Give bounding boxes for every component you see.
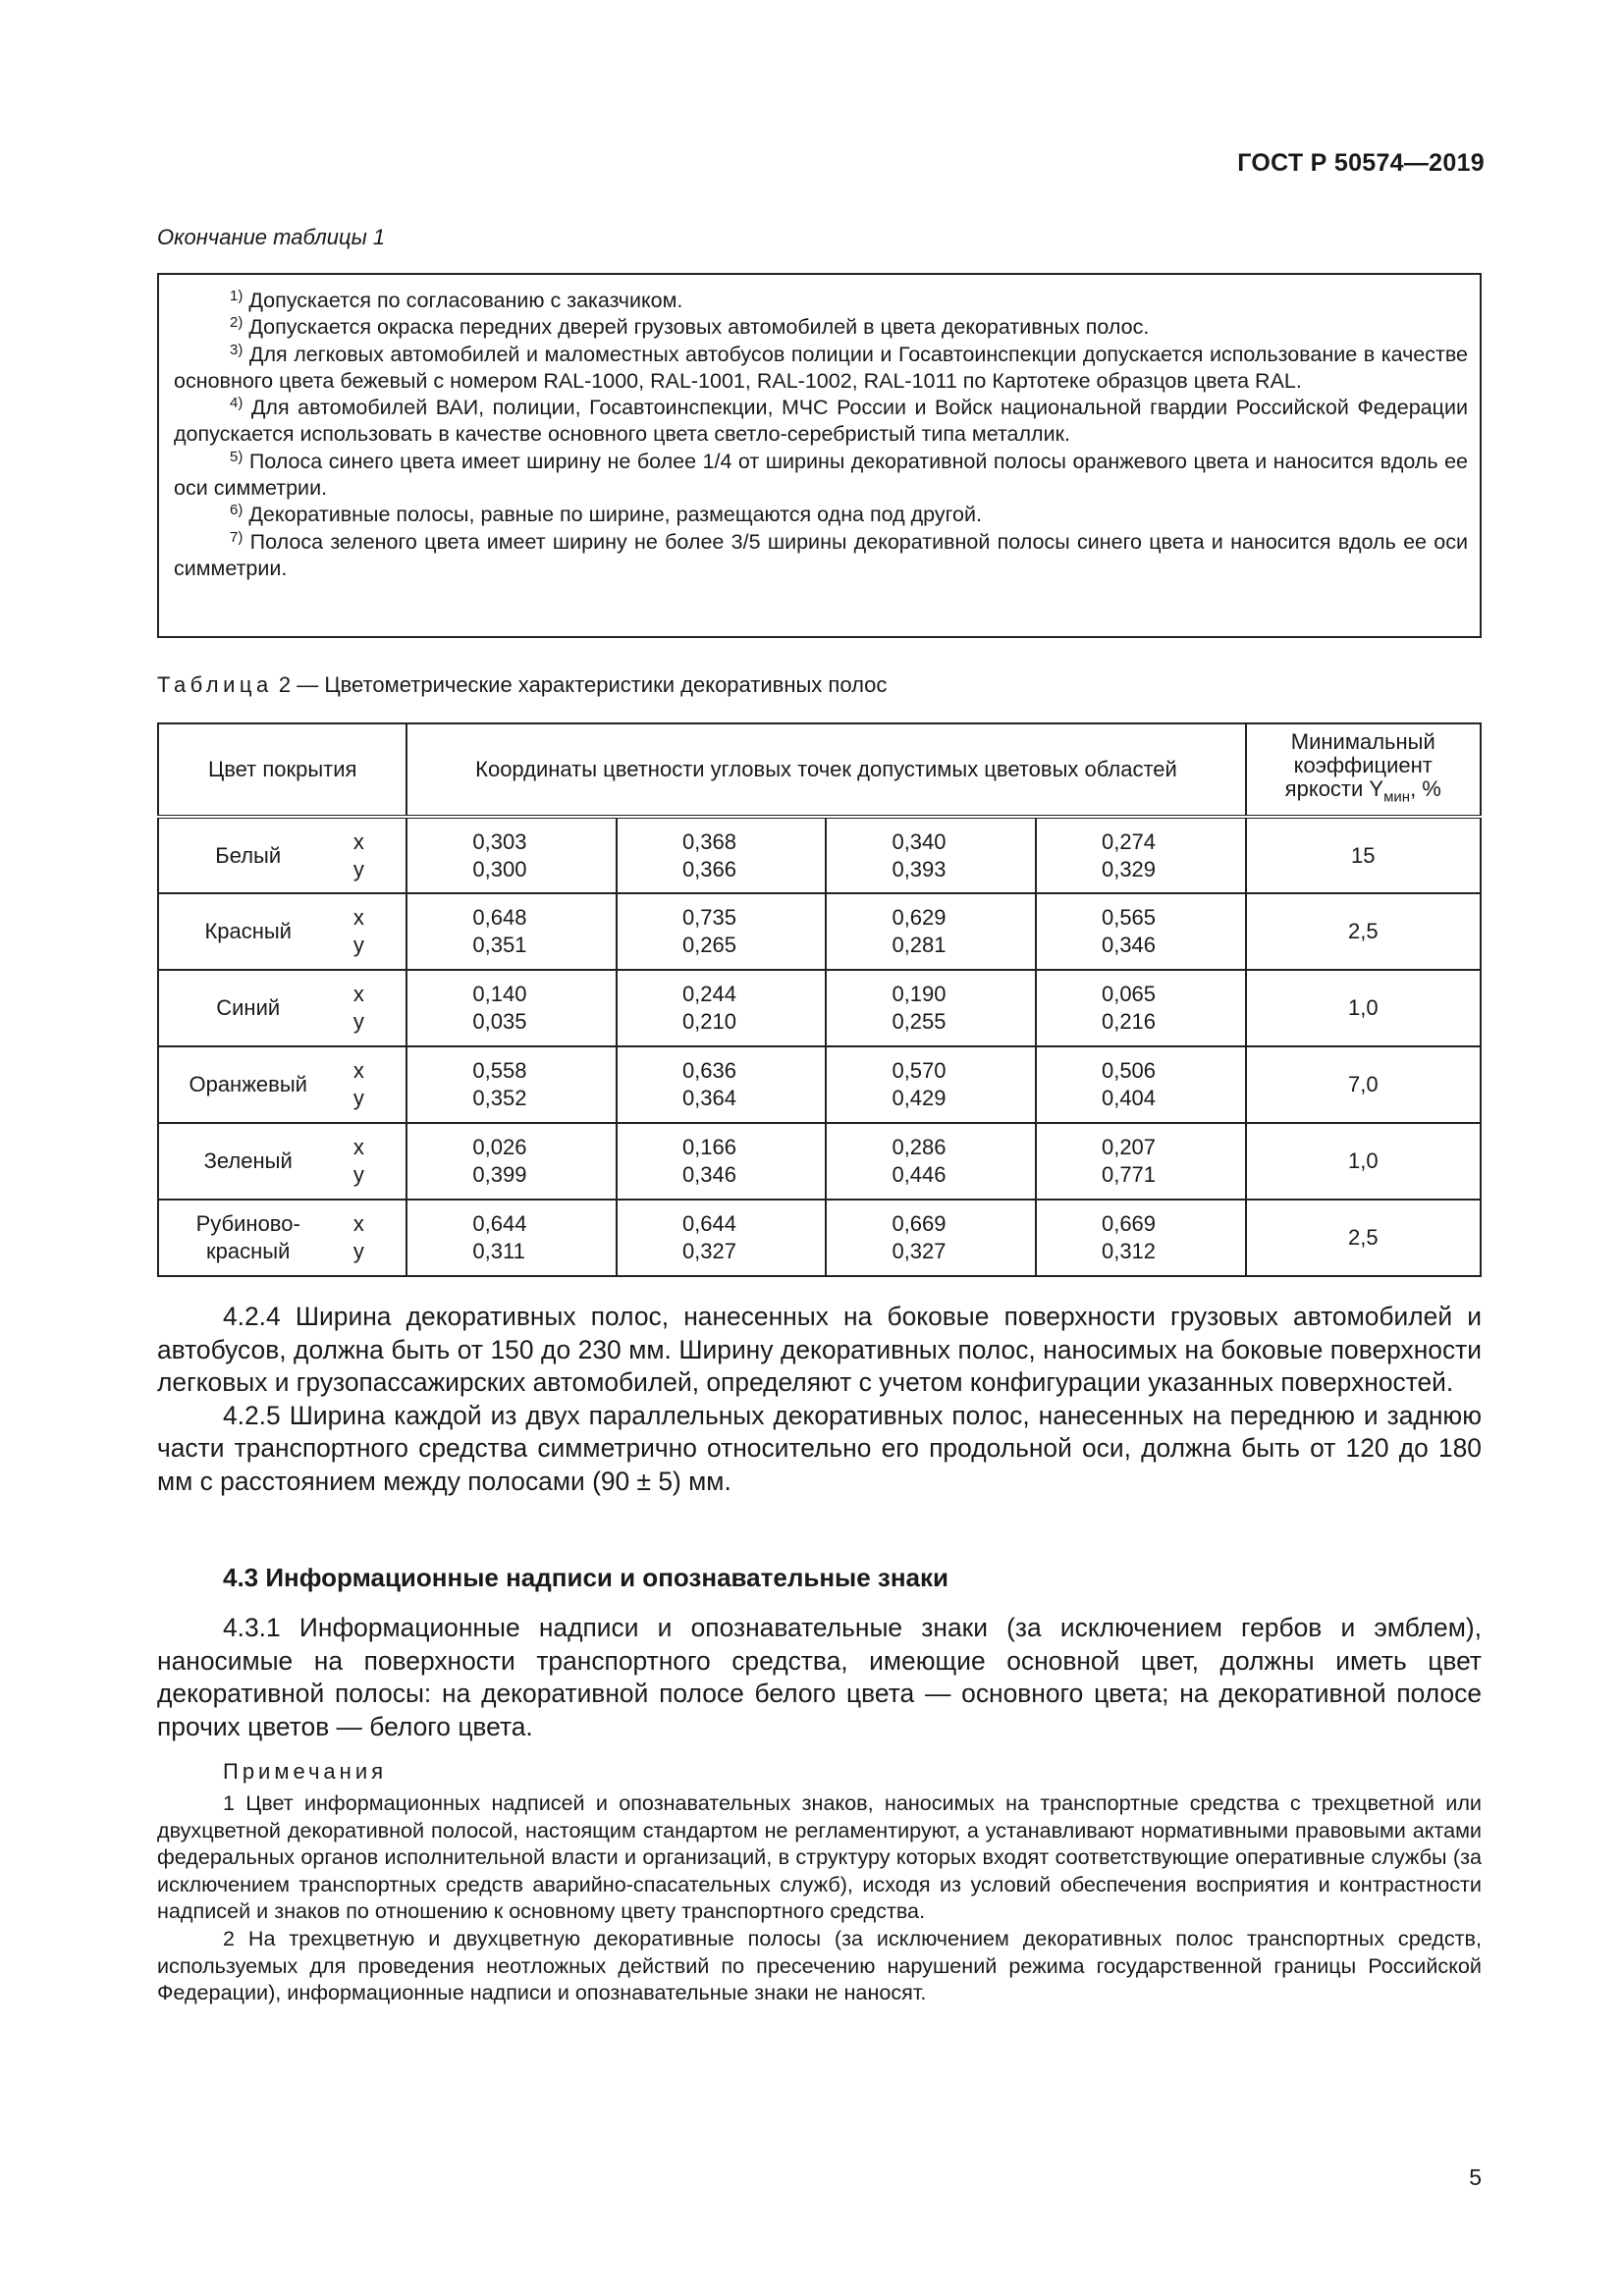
color-cell (158, 817, 406, 893)
axis-x-label: x (352, 828, 364, 854)
footnote (174, 342, 1468, 396)
color-cell (158, 1046, 406, 1123)
axis-x-label: x (352, 982, 364, 1006)
x-value: 0,244 (681, 982, 736, 1006)
color-name (177, 1210, 349, 1265)
table-row (158, 1046, 1481, 1123)
coordinate-cell (826, 1046, 1036, 1123)
paragraph-4-2-4: 4.2.4 Ширина декоративных полос, нанесенных на боковые поверхности грузовых автомобилей и автобусов, должна быть от 150 до 230 мм. Ширину декоративных полос, наносимых на боковые поверхности легковых и грузопассажирских автомобилей, определяют с учетом конфигурации указанных поверхностей. (157, 1302, 1482, 1397)
table-continuation-caption: Окончание таблицы 1 (157, 225, 386, 249)
header-text: коэффициент (1293, 752, 1433, 777)
footnote (174, 395, 1468, 449)
paragraph-4-3-1-block (157, 1612, 1482, 1743)
y-value: 0,327 (681, 1239, 736, 1263)
y-value: 0,364 (681, 1086, 736, 1110)
color-name (177, 918, 349, 945)
table-row (158, 1200, 1481, 1276)
y-value: 0,446 (892, 1162, 947, 1187)
note-item: 2 На трехцветную и двухцветную декоративные полосы (за исключением декоративных полос транспортных средств, используемых для проведения неотложных действий по пресечению нарушений режима государственной границы Российской Федерации), информационные надписи и опознавательные знаки не наносят. (157, 1925, 1482, 2005)
x-value: 0,669 (892, 1211, 947, 1236)
coordinate-cell (406, 1200, 617, 1276)
y-value: 0,393 (892, 856, 947, 881)
y-value: 0,255 (892, 1009, 947, 1034)
y-value: 0,300 (472, 856, 527, 881)
coordinate-cell (1036, 817, 1246, 893)
min-luminance-cell: 1,0 (1246, 1123, 1481, 1200)
x-value: 0,026 (472, 1135, 527, 1159)
y-value: 0,771 (1101, 1162, 1157, 1187)
y-value: 0,312 (1101, 1239, 1157, 1263)
x-value: 0,190 (892, 982, 947, 1006)
color-cell (158, 893, 406, 970)
y-value: 0,210 (681, 1009, 736, 1034)
footnote-number: 4) (230, 395, 244, 412)
color-name (177, 1071, 349, 1098)
color-name-line1: Рубиново- (195, 1211, 300, 1236)
color-name-line1: Белый (215, 842, 282, 868)
x-value: 0,368 (681, 828, 736, 854)
header-text: , % (1410, 775, 1441, 801)
x-value: 0,065 (1101, 982, 1157, 1006)
note-item: 1 Цвет информационных надписей и опознавательных знаков, наносимых на транспортные средства с трехцветной или двухцветной декоративной полосой, настоящим стандартом не регламентируют, а устанавливают нормативными правовыми актами федеральных органов исполнительной власти и организаций, в структуру которых входят соответствующие оперативные службы (за исключением транспортных средств аварийно-спасательных служб), исходя из условий обеспечения восприятия и контрастности надписей и знаков по отношению к основному цвету транспортного средства. (157, 1790, 1482, 1924)
color-cell (158, 1123, 406, 1200)
coordinate-cell (1036, 970, 1246, 1046)
color-name (177, 842, 349, 870)
x-value: 0,636 (681, 1058, 736, 1083)
header-coordinates: Координаты цветности угловых точек допустимых цветовых областей (406, 723, 1245, 817)
x-value: 0,629 (892, 905, 947, 930)
paragraphs-4-2-4-5 (157, 1301, 1482, 1498)
coordinate-cell (826, 893, 1036, 970)
coordinate-cell (826, 1123, 1036, 1200)
axis-y-label: y (352, 1086, 364, 1110)
notes (157, 1789, 1482, 2006)
color-name-line1: Зеленый (203, 1148, 293, 1173)
header-text: Минимальный (1290, 728, 1435, 754)
footnote-text: Полоса зеленого цвета имеет ширину не более 3/5 ширины декоративной полосы синего цвета и наносится вдоль ее оси симметрии. (174, 529, 1468, 580)
color-cell (158, 970, 406, 1046)
axis-x-label: x (352, 1058, 364, 1083)
min-luminance-cell: 2,5 (1246, 1200, 1481, 1276)
y-value: 0,404 (1101, 1086, 1157, 1110)
coordinate-cell (1036, 893, 1246, 970)
axis-labels (349, 981, 368, 1036)
footnote-text: Для легковых автомобилей и маломестных автобусов полиции и Госавтоинспекции допускается использование в качестве основного цвета бежевый с номером RAL-1000, RAL-1001, RAL-1002, RAL-1011 по Картотеке образцов цвета RAL. (174, 342, 1468, 393)
coordinate-cell (617, 1123, 827, 1200)
footnote (174, 449, 1468, 503)
table-row (158, 970, 1481, 1046)
coordinate-cell (617, 1200, 827, 1276)
axis-labels (349, 1134, 368, 1189)
header-text: яркости Y (1284, 775, 1384, 801)
header-color: Цвет покрытия (158, 723, 406, 817)
coordinate-cell (1036, 1200, 1246, 1276)
y-value: 0,351 (472, 933, 527, 957)
footnote (174, 288, 1468, 314)
footnote (174, 529, 1468, 583)
x-value: 0,207 (1101, 1135, 1157, 1159)
document-code: ГОСТ Р 50574—2019 (1237, 149, 1485, 177)
table-caption-word: Таблица (157, 672, 273, 697)
coordinate-cell (617, 970, 827, 1046)
coordinate-cell (1036, 1123, 1246, 1200)
footnote-number: 7) (230, 528, 244, 546)
x-value: 0,303 (472, 828, 527, 854)
x-value: 0,644 (681, 1211, 736, 1236)
color-name-line1: Синий (216, 995, 281, 1020)
footnotes-box (157, 273, 1482, 638)
y-value: 0,346 (1101, 933, 1157, 957)
footnote-number: 6) (230, 502, 244, 519)
axis-y-label: y (352, 856, 364, 881)
axis-labels (349, 1210, 368, 1265)
color-name (177, 994, 349, 1022)
table-caption (157, 672, 887, 698)
page-number: 5 (1469, 2164, 1482, 2190)
axis-y-label: y (352, 1162, 364, 1187)
notes-title: Примечания (223, 1759, 388, 1784)
table-row (158, 893, 1481, 970)
footnote (174, 502, 1468, 528)
footnote-number: 1) (230, 288, 244, 304)
coordinate-cell (406, 1123, 617, 1200)
x-value: 0,506 (1101, 1058, 1157, 1083)
y-value: 0,329 (1101, 856, 1157, 881)
paragraph-4-3-1: 4.3.1 Информационные надписи и опознавательные знаки (за исключением гербов и эмблем), наносимые на поверхности транспортного средства, имеющие основной цвет, должны иметь цвет декоративной полосы: на декоративной полосе белого цвета — основного цвета; на декоративной полосе прочих цветов — белого цвета. (157, 1613, 1482, 1741)
axis-x-label: x (352, 1135, 364, 1159)
y-value: 0,346 (681, 1162, 736, 1187)
coordinate-cell (406, 817, 617, 893)
y-value: 0,035 (472, 1009, 527, 1034)
coordinate-cell (826, 1200, 1036, 1276)
x-value: 0,340 (892, 828, 947, 854)
table-row (158, 1123, 1481, 1200)
x-value: 0,570 (892, 1058, 947, 1083)
axis-labels (349, 1057, 368, 1112)
paragraph-4-2-5: 4.2.5 Ширина каждой из двух параллельных декоративных полос, нанесенных на переднюю и заднюю части транспортного средства симметрично относительно его продольной оси, должна быть от 120 до 180 мм с расстоянием между полосами (90 ± 5) мм. (157, 1400, 1482, 1496)
coordinate-cell (826, 970, 1036, 1046)
table-row (158, 817, 1481, 893)
x-value: 0,166 (681, 1135, 736, 1159)
footnote-text: Допускается по согласованию с заказчиком. (248, 289, 683, 312)
header-min-luminance (1246, 723, 1481, 817)
footnote-text: Для автомобилей ВАИ, полиции, Госавтоинспекции, МЧС России и Войск национальной гвардии Российской Федерации допускается использовать в качестве основного цвета светло-серебристый типа металлик. (174, 396, 1468, 447)
coordinate-cell (1036, 1046, 1246, 1123)
y-value: 0,216 (1101, 1009, 1157, 1034)
footnote-number: 3) (230, 341, 244, 358)
footnote-text: Полоса синего цвета имеет ширину не более 1/4 от ширины декоративной полосы оранжевого цвета и наносится вдоль ее оси симметрии. (174, 449, 1468, 501)
coordinate-cell (826, 817, 1036, 893)
footnote (174, 314, 1468, 341)
color-name (177, 1148, 349, 1175)
coordinate-cell (406, 970, 617, 1046)
y-value: 0,429 (892, 1086, 947, 1110)
coordinate-cell (617, 1046, 827, 1123)
y-value: 0,366 (681, 856, 736, 881)
x-value: 0,669 (1101, 1211, 1157, 1236)
color-name-line2: красный (206, 1239, 291, 1263)
axis-y-label: y (352, 1009, 364, 1034)
x-value: 0,648 (472, 905, 527, 930)
y-value: 0,311 (472, 1239, 525, 1263)
axis-y-label: y (352, 1239, 364, 1263)
y-value: 0,352 (472, 1086, 527, 1110)
color-name-line1: Красный (204, 919, 292, 943)
footnote-text: Декоративные полосы, равные по ширине, размещаются одна под другой. (248, 503, 982, 527)
axis-y-label: y (352, 933, 364, 957)
color-cell (158, 1200, 406, 1276)
min-luminance-cell: 15 (1246, 817, 1481, 893)
x-value: 0,140 (472, 982, 527, 1006)
x-value: 0,644 (472, 1211, 527, 1236)
min-luminance-cell: 2,5 (1246, 893, 1481, 970)
section-heading: 4.3 Информационные надписи и опознавательные знаки (223, 1563, 948, 1592)
axis-x-label: x (352, 905, 364, 930)
x-value: 0,286 (892, 1135, 947, 1159)
coordinate-cell (406, 1046, 617, 1123)
x-value: 0,274 (1101, 828, 1157, 854)
footnote-text: Допускается окраска передних дверей грузовых автомобилей в цвета декоративных полос. (248, 315, 1150, 340)
table-header-row (158, 723, 1481, 817)
coordinate-cell (617, 817, 827, 893)
footnote-number: 5) (230, 448, 244, 465)
y-value: 0,327 (892, 1239, 947, 1263)
color-name-line1: Оранжевый (189, 1072, 307, 1096)
x-value: 0,558 (472, 1058, 527, 1083)
coordinate-cell (617, 893, 827, 970)
footnote-number: 2) (230, 314, 244, 332)
min-luminance-cell: 7,0 (1246, 1046, 1481, 1123)
min-luminance-cell: 1,0 (1246, 970, 1481, 1046)
colorimetric-table (157, 722, 1482, 1277)
x-value: 0,735 (681, 905, 736, 930)
axis-x-label: x (352, 1211, 364, 1236)
table-caption-title: 2 — Цветометрические характеристики декоративных полос (272, 672, 888, 697)
y-value: 0,399 (472, 1162, 527, 1187)
axis-labels (349, 828, 368, 883)
axis-labels (349, 904, 368, 959)
y-value: 0,281 (892, 933, 947, 957)
coordinate-cell (406, 893, 617, 970)
x-value: 0,565 (1101, 905, 1157, 930)
header-subscript: мин (1383, 788, 1411, 806)
y-value: 0,265 (681, 933, 736, 957)
